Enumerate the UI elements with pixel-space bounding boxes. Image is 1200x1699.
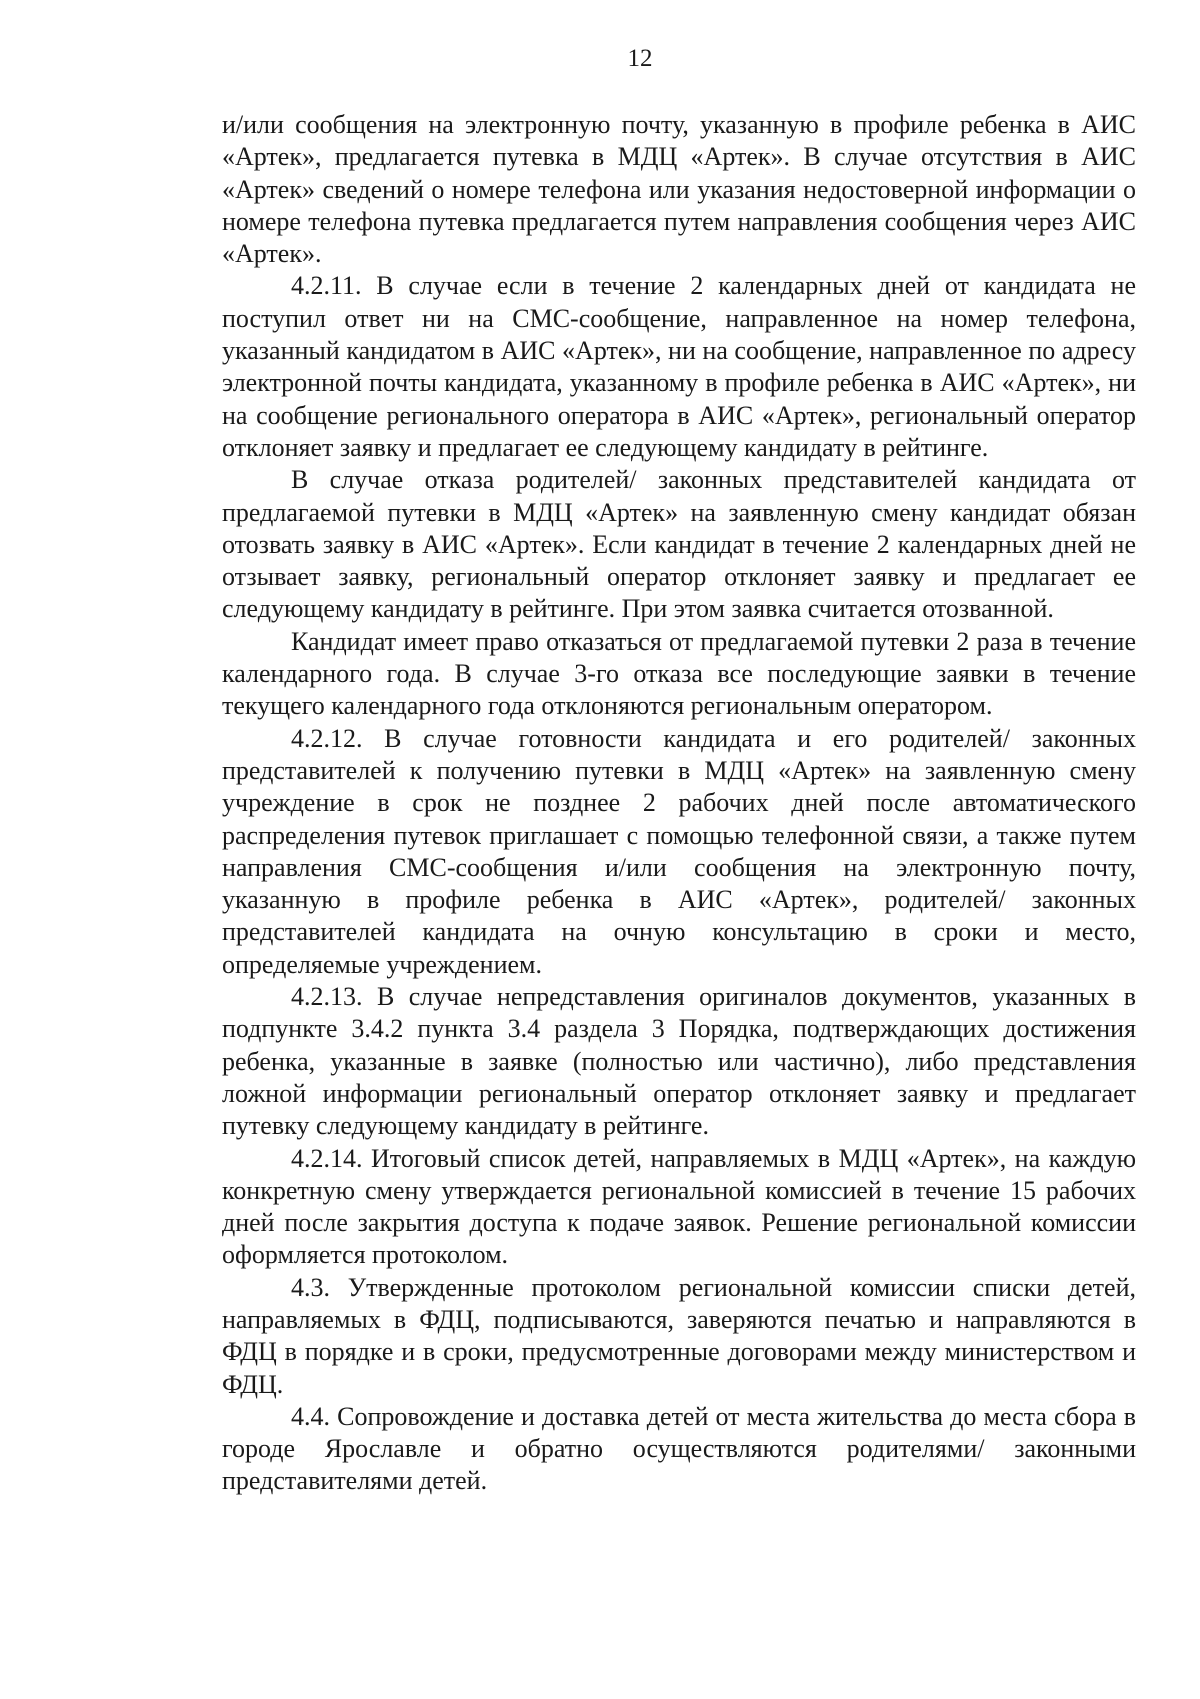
paragraph-4-2-13: 4.2.13. В случае непредставления оригиналов документов, указанных в подпункте 3.4.2 пункта 3.4 раздела 3 Порядка, подтверждающих достижения ребенка, указанные в заявке (полностью или частично), либо представления ложной информации региональный оператор отклоняет заявку и предлагает путевку следующему кандидату в рейтинге.	[222, 982, 1136, 1141]
paragraph-continuation: и/или сообщения на электронную почту, указанную в профиле ребенка в АИС «Артек», предлагается путевка в МДЦ «Артек». В случае отсутствия в АИС «Артек» сведений о номере телефона или указания недостоверной информации о номере телефона путевка предлагается путем направления сообщения через АИС «Артек».	[222, 110, 1136, 269]
paragraph-4-2-14: 4.2.14. Итоговый список детей, направляемых в МДЦ «Артек», на каждую конкретную смену утверждается региональной комиссией в течение 15 рабочих дней после закрытия доступа к подаче заявок. Решение региональной комиссии оформляется протоколом.	[222, 1143, 1136, 1270]
paragraph-refusal-limit: Кандидат имеет право отказаться от предлагаемой путевки 2 раза в течение календарного года. В случае 3-го отказа все последующие заявки в течение текущего календарного года отклоняются региональным оператором.	[222, 626, 1136, 721]
paragraph-4-3: 4.3. Утвержденные протоколом региональной комиссии списки детей, направляемых в ФДЦ, подписываются, заверяются печатью и направляются в ФДЦ в порядке и в сроки, предусмотренные договорами между министерством и ФДЦ.	[222, 1272, 1136, 1399]
paragraph-4-2-12: 4.2.12. В случае готовности кандидата и его родителей/ законных представителей к получению путевки в МДЦ «Артек» на заявленную смену учреждение в срок не позднее 2 рабочих дней после автоматического распределения путевок приглашает с помощью телефонной связи, а также путем направления СМС-сообщения и/или сообщения на электронную почту, указанную в профиле ребенка в АИС «Артек», родителей/ законных представителей кандидата на очную консультацию в сроки и место, определяемые учреждением.	[222, 723, 1136, 979]
document-body	[222, 109, 1136, 1498]
paragraph-4-4: 4.4. Сопровождение и доставка детей от места жительства до места сбора в городе Ярославле и обратно осуществляются родителями/ законными представителями детей.	[222, 1401, 1136, 1496]
paragraph-4-2-11: 4.2.11. В случае если в течение 2 календарных дней от кандидата не поступил ответ ни на СМС-сообщение, направленное на номер телефона, указанный кандидатом в АИС «Артек», ни на сообщение, направленное по адресу электронной почты кандидата, указанному в профиле ребенка в АИС «Артек», ни на сообщение регионального оператора в АИС «Артек», региональный оператор отклоняет заявку и предлагает ее следующему кандидату в рейтинге.	[222, 271, 1136, 462]
page-number: 12	[627, 45, 653, 72]
paragraph-refusal-parents: В случае отказа родителей/ законных представителей кандидата от предлагаемой путевки в МДЦ «Артек» на заявленную смену кандидат обязан отозвать заявку в АИС «Артек». Если кандидат в течение 2 календарных дней не отзывает заявку, региональный оператор отклоняет заявку и предлагает ее следующему кандидату в рейтинге. При этом заявка считается отозванной.	[222, 465, 1136, 624]
